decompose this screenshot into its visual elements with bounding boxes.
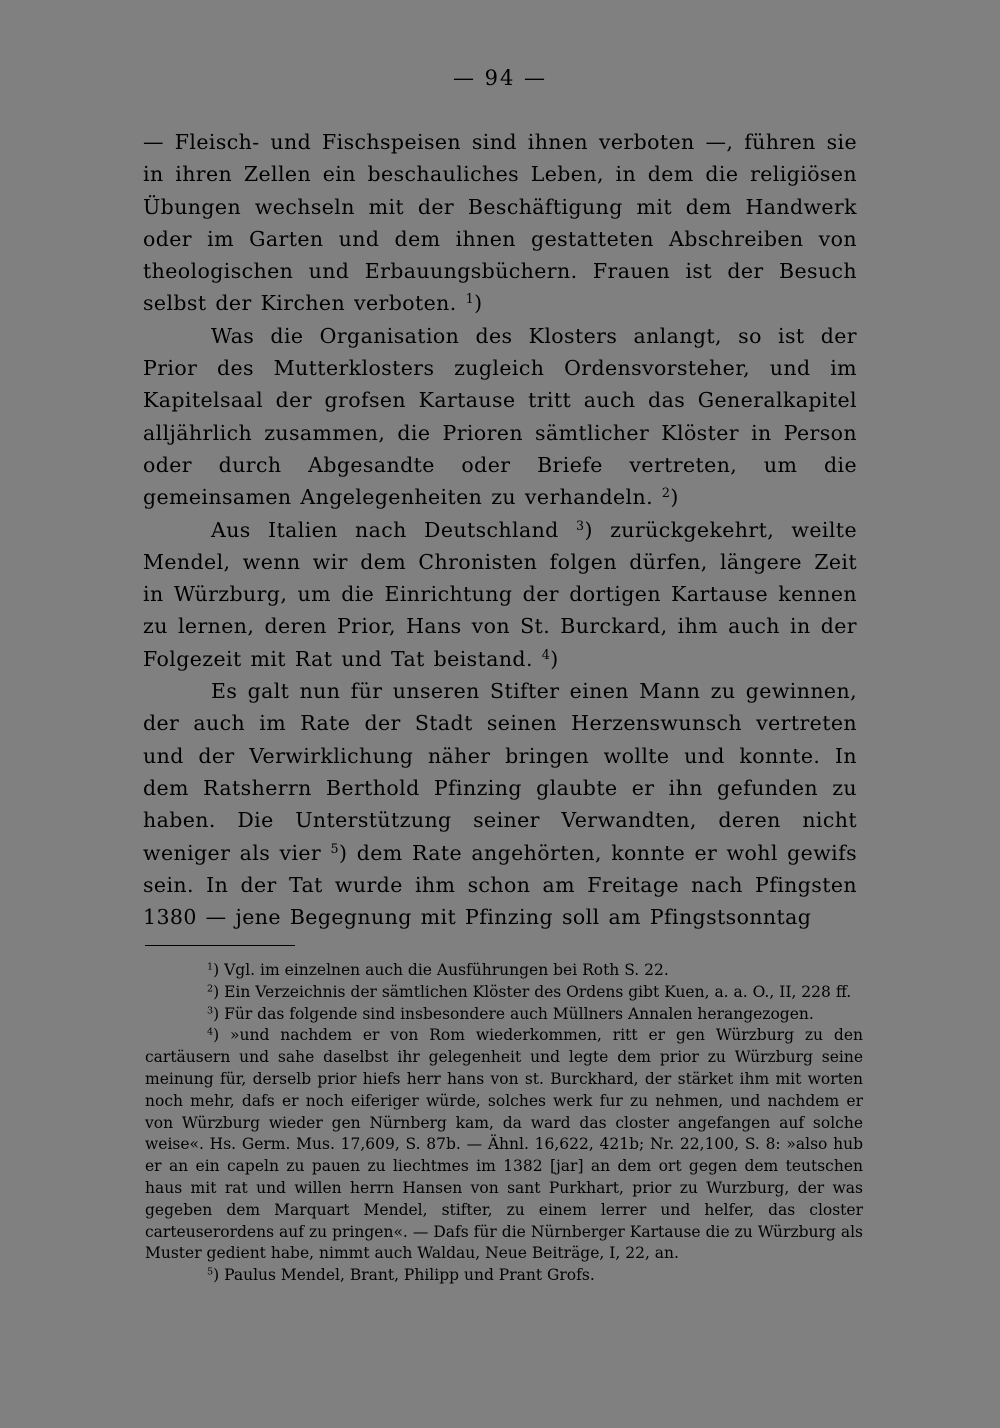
footnote-5 — [145, 1265, 863, 1287]
paragraph-2 — [143, 320, 857, 514]
footnote-1 — [145, 960, 863, 982]
footnote-5-number: 5 — [207, 1266, 214, 1278]
footnote-2 — [145, 982, 863, 1004]
paragraph-1 — [143, 126, 857, 320]
footnote-3-number: 3 — [207, 1005, 214, 1017]
main-text — [143, 126, 857, 933]
paragraph-2-text: Was die Organisation des Klosters anlangt, so ist der Prior des Mutterklosters zugleich Ordensvorsteher, und im Kapitelsaal der grofsen Kartause tritt auch das Generalkapitel alljährlich zusammen, die Prioren sämtlicher Klöster in Person oder durch Abgesandte oder Briefe vertreten, um die gemeinsamen Angelegenheiten zu verhandeln. — [143, 323, 857, 510]
footnote-ref-3: 3 — [575, 517, 585, 533]
paragraph-3-text-a: Aus Italien nach Deutschland — [211, 517, 559, 542]
paragraph-4-text-a: Es galt nun für unseren Stifter einen Mann zu gewinnen, der auch im Rate der Stadt seinen Herzenswunsch vertreten und der Verwirklichung näher bringen wollte und konnte. In dem Ratsherrn Berthold Pfinzing glaubte er ihn gefunden zu haben. Die Unterstützung seiner Verwandten, deren nicht weniger als vier — [143, 679, 857, 865]
footnote-4 — [145, 1025, 863, 1265]
footnote-4-text: »und nachdem er von Rom wiederkommen, ritt er gen Würzburg zu den cartäusern und sahe daselbst ihr gelegenheit und legte dem prior zu Würzburg seine meinung für, derselb prior hiefs herr hans von st. Burckhard, der stärket ihm mit worten noch mehr, dafs er noch eiferiger würde, solches werk fur zu nehmen, und nachdem er von Würzburg wieder gen Nürnberg kam, da ward das closter angefangen auf solche weise«. Hs. Germ. Mus. 17,609, S. 87b. — Ähnl. 16,622, 421b; Nr. 22,100, S. 8: »also hub er an ein capeln zu pauen zu liechtmes im 1382 [jar] an dem ort gegen dem teutschen haus mit rat und willen herrn Hansen von sant Purkhart, prior zu Wurzburg, der was gegeben dem Marquart Mendel, stifter, zu einem lerrer und helfer, das closter carteuserordens auf zu pringen«. — Dafs für die Nürnberger Kartause die zu Würzburg als Muster gedient habe, nimmt auch Waldau, Neue Beiträge, I, 22, an. — [145, 1026, 863, 1263]
footnote-ref-2: 2 — [661, 485, 671, 501]
footnote-2-paren: ) — [213, 982, 220, 1001]
footnote-3-paren: ) — [213, 1004, 220, 1023]
footnote-ref-1: 1 — [465, 291, 475, 307]
footnote-ref-5-paren: ) — [338, 840, 348, 865]
footnote-ref-5: 5 — [330, 840, 339, 856]
footnote-2-number: 2 — [207, 983, 214, 995]
paragraph-1-text: — Fleisch- und Fischspeisen sind ihnen verboten —, führen sie in ihren Zellen ein beschauliches Leben, in dem die religiösen Übungen wechseln mit der Beschäftigung mit dem Handwerk oder im Garten und dem ihnen gestatteten Abschreiben von theologischen und Erbauungsbüchern. Frauen ist der Besuch selbst der Kirchen verboten. — [143, 130, 857, 316]
footnote-ref-2-paren: ) — [670, 485, 679, 510]
footnote-ref-4: 4 — [541, 646, 551, 662]
footnote-4-number: 4 — [207, 1027, 214, 1039]
footnote-ref-1-paren: ) — [474, 291, 483, 316]
paragraph-3 — [143, 514, 857, 675]
footnotes — [145, 960, 863, 1287]
footnote-4-paren: ) — [213, 1026, 220, 1045]
footnote-ref-4-paren: ) — [550, 646, 559, 671]
footnote-3-text: Für das folgende sind insbesondere auch Müllners Annalen herangezogen. — [224, 1004, 814, 1023]
footnote-divider — [145, 945, 295, 946]
footnote-2-text: Ein Verzeichnis der sämtlichen Klöster des Ordens gibt Kuen, a. a. O., II, 228 ff. — [224, 982, 852, 1001]
footnote-1-paren: ) — [213, 961, 220, 979]
footnote-5-text: Paulus Mendel, Brant, Philipp und Prant Grofs. — [224, 1266, 595, 1285]
footnote-ref-3-paren: ) — [584, 517, 593, 542]
footnote-5-paren: ) — [213, 1266, 220, 1285]
footnote-3 — [145, 1004, 863, 1026]
page-number: — 94 — — [452, 66, 548, 90]
paragraph-3-text-b: zurückgekehrt, weilte Mendel, wenn wir dem Chronisten folgen dürfen, längere Zeit in Würzburg, um die Einrichtung der dortigen Kartause kennen zu lernen, deren Prior, Hans von St. Burckard, ihm auch in der Folgezeit mit Rat und Tat beistand. — [143, 517, 857, 671]
footnote-1-text: Vgl. im einzelnen auch die Ausführungen bei Roth S. 22. — [224, 961, 669, 979]
footnote-1-number: 1 — [207, 961, 214, 973]
paragraph-4 — [143, 675, 857, 933]
paragraph-4-text-b: dem Rate angehörten, konnte er wohl gewifs sein. In der Tat wurde ihm schon am Freitage nach Pfingsten 1380 — jene Begegnung mit Pfinzing soll am Pfingstsonntag — [143, 840, 858, 930]
